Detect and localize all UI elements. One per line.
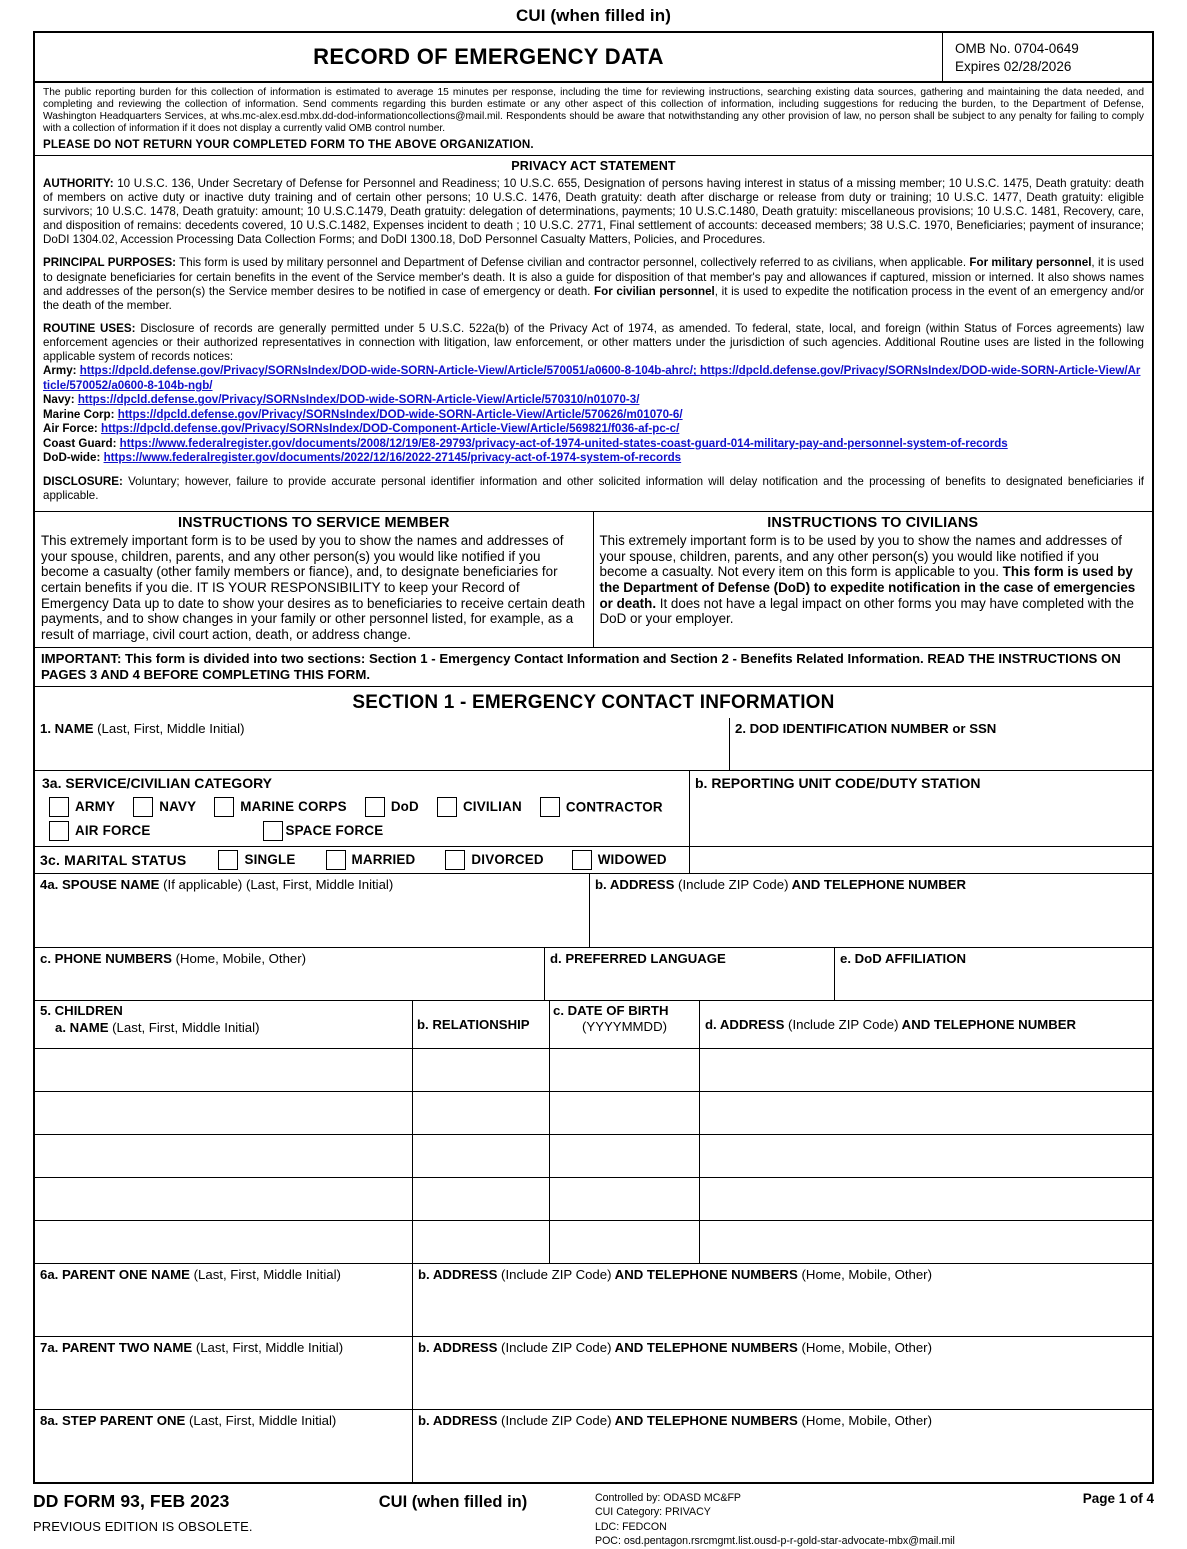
table-row[interactable] <box>35 1092 1152 1135</box>
label-widowed: WIDOWED <box>597 852 667 868</box>
label-dod: DoD <box>390 799 419 815</box>
field-parent-two-name-label <box>35 1337 412 1356</box>
field-phone-numbers-hint: (Home, Mobile, Other) <box>171 950 307 966</box>
disclosure-paragraph <box>43 475 1144 503</box>
sorn-air-force-branch: Air Force: <box>43 422 98 436</box>
parent-two-addr-hint: (Include ZIP Code) <box>497 1339 612 1355</box>
sorn-marine-corp-link[interactable]: https://dpcld.defense.gov/Privacy/SORNsIndex/DOD-wide-SORN-Article-View/Article/570626/m01070-6/ <box>117 407 683 421</box>
step-parent-addr-hint: (Include ZIP Code) <box>497 1412 612 1428</box>
label-civilian: CIVILIAN <box>462 799 522 815</box>
label-contractor: CONTRACTOR <box>565 799 663 815</box>
table-row[interactable] <box>35 1178 1152 1221</box>
field-step-parent-one-name-label-text: 8a. STEP PARENT ONE <box>40 1412 186 1428</box>
category-options-row-2 <box>35 821 689 846</box>
field-spouse-name-label <box>35 874 589 893</box>
footer-left <box>33 1491 333 1534</box>
field-name[interactable] <box>35 718 730 770</box>
sorn-air-force-link[interactable]: https://dpcld.defense.gov/Privacy/SORNsIndex/DOD-Component-Article-View/Article/569821/f036-af-pc-c/ <box>101 422 680 436</box>
routine-uses-text: Disclosure of records are generally permitted under 5 U.S.C. 522a(b) of the Privacy Act of 1974, as amended. To federal, state, local, and foreign (within Status of Forces agreements) law enforcement agencies or their authorized representatives in connection with litigation, law enforcement, or other matters under the jurisdiction of such agencies. Additional Routine uses are listed in the following applicable system of records notices: <box>43 321 1145 364</box>
sorn-marine-corp <box>43 408 1144 422</box>
label-navy: NAVY <box>159 799 197 815</box>
child-name-cell[interactable] <box>35 1135 413 1177</box>
field-dod-id-label: 2. DOD IDENTIFICATION NUMBER or SSN <box>735 721 997 737</box>
field-spouse-address-hint: (Include ZIP Code) <box>674 876 789 892</box>
field-5-label: 5. CHILDREN <box>40 1002 123 1018</box>
checkbox-marine-corps[interactable] <box>214 797 234 817</box>
row-service-category <box>35 771 1152 847</box>
field-step-parent-one-name-hint: (Last, First, Middle Initial) <box>185 1412 337 1428</box>
field-phone-numbers-label-text: c. PHONE NUMBERS <box>40 950 172 966</box>
field-parent-one-name-label <box>35 1264 412 1283</box>
field-parent-two-name-hint: (Last, First, Middle Initial) <box>192 1339 344 1355</box>
category-options-row-1 <box>35 792 689 821</box>
checkbox-dod[interactable] <box>365 797 385 817</box>
field-parent-one-name-hint: (Last, First, Middle Initial) <box>189 1266 341 1282</box>
sorn-dod-wide-branch: DoD-wide: <box>43 451 101 465</box>
checkbox-contractor[interactable] <box>540 797 560 817</box>
field-preferred-language-label: d. PREFERRED LANGUAGE <box>550 950 726 966</box>
child-relationship-cell[interactable] <box>413 1092 550 1134</box>
principal-purposes-paragraph <box>43 256 1144 313</box>
omb-expires: Expires 02/28/2026 <box>955 58 1072 74</box>
field-5a-hint: (Last, First, Middle Initial) <box>108 1019 260 1035</box>
checkbox-civilian[interactable] <box>437 797 457 817</box>
sorn-coast-guard-link[interactable]: https://www.federalregister.gov/documents/2008/12/19/E8-29793/privacy-act-of-1974-united-states-coast-guard-014-military-pay-and-personnel-system-of-records <box>119 436 1008 450</box>
principal-bold-military: For military personnel <box>969 256 1092 270</box>
sorn-dod-wide-link[interactable]: https://www.federalregister.gov/documents/2022/12/16/2022-27145/privacy-act-of-1974-system-of-records <box>103 451 682 465</box>
child-dob-cell[interactable] <box>550 1049 700 1091</box>
row-marital-status <box>35 847 1152 874</box>
checkbox-married[interactable] <box>326 850 346 870</box>
field-phone-numbers[interactable] <box>35 948 545 1000</box>
burden-text: The public reporting burden for this collection of information is estimated to average 15 minutes per response, including the time for reviewing instructions, searching existing data sources, gathering and maintaining the data needed, and completing and reviewing the collection of information. Send comments regarding this burden estimate or any other aspect of this collection of information, including suggestions for reducing the burden, to the Department of Defense, Washington Headquarters Services, at whs.mc-alex.esd.mbx.dd-dod-informationcollections@mail.mil. Respondents should be aware that notwithstanding any other provision of law, no person shall be subject to any penalty for failing to comply with a collection of information if it does not display a currently valid OMB control number. <box>43 86 1144 134</box>
field-5d-label2: AND TELEPHONE NUMBER <box>898 1016 1077 1032</box>
field-5c-hint: (YYYYMMDD) <box>582 1018 667 1034</box>
sorn-air-force <box>43 422 1144 436</box>
checkbox-army[interactable] <box>49 797 69 817</box>
sorn-army <box>43 364 1144 393</box>
children-dob-header <box>550 1001 700 1048</box>
page-number: Page 1 of 4 <box>1082 1490 1154 1506</box>
field-step-parent-one-name-label <box>35 1410 412 1429</box>
field-parent-one-name[interactable] <box>35 1264 413 1336</box>
label-air-force: AIR FORCE <box>75 823 151 839</box>
label-married: MARRIED <box>351 852 416 868</box>
parent-one-addr-hint2: (Home, Mobile, Other) <box>797 1266 932 1282</box>
field-spouse-name[interactable] <box>35 874 590 947</box>
parent-one-addr-label2: AND TELEPHONE NUMBERS <box>611 1266 798 1282</box>
instructions-service-member-body: This extremely important form is to be used by you to show the names and addresses of your spouse, children, parents, and any other person(s) you would like notified if you become a casualty (other family members or fiance), and, to designate beneficiaries for certain benefits if you die. IT IS YOUR RESPONSIBILITY to keep your Record of Emergency Data up to date to show your desires as to beneficiaries to receive certain death payments, and to show changes in your family or other personnel listed, for example, as a result of marriage, civil court action, death, or address change. <box>41 533 586 643</box>
step-parent-addr-label-text: b. ADDRESS <box>418 1412 498 1428</box>
omb-number: OMB No. 0704-0649 <box>955 41 1079 56</box>
field-5c-label: c. DATE OF BIRTH <box>553 1002 669 1018</box>
table-row[interactable] <box>35 1221 1152 1264</box>
ldc: LDC: FEDCON <box>595 1520 667 1533</box>
child-relationship-cell[interactable] <box>413 1178 550 1220</box>
privacy-act-body <box>35 175 1152 511</box>
child-relationship-cell[interactable] <box>413 1135 550 1177</box>
do-not-return-notice: PLEASE DO NOT RETURN YOUR COMPLETED FORM TO THE ABOVE ORGANIZATION. <box>43 138 534 152</box>
child-dob-cell[interactable] <box>550 1178 700 1220</box>
sorn-navy-link[interactable]: https://dpcld.defense.gov/Privacy/SORNsIndex/DOD-wide-SORN-Article-View/Article/570310/n01070-3/ <box>77 393 640 407</box>
label-divorced: DIVORCED <box>471 852 544 868</box>
field-parent-one-name-label-text: 6a. PARENT ONE NAME <box>40 1266 190 1282</box>
section-1-heading: SECTION 1 - EMERGENCY CONTACT INFORMATION <box>35 686 1152 718</box>
child-address-cell[interactable] <box>700 1221 1152 1263</box>
field-5d-label <box>700 1017 1076 1033</box>
table-row[interactable] <box>35 1135 1152 1178</box>
routine-uses-paragraph <box>43 322 1144 364</box>
field-parent-two-name[interactable] <box>35 1337 413 1409</box>
sorn-coast-guard <box>43 437 1144 451</box>
child-name-cell[interactable] <box>35 1092 413 1134</box>
controlled-by: Controlled by: ODASD MC&FP <box>595 1491 742 1504</box>
field-5d-label-text: d. ADDRESS <box>705 1016 785 1032</box>
sorn-navy-branch: Navy: <box>43 393 75 407</box>
form-number: DD FORM 93, FEB 2023 <box>33 1490 230 1511</box>
principal-purposes-label: PRINCIPAL PURPOSES: <box>43 256 177 270</box>
previous-edition-notice: PREVIOUS EDITION IS OBSOLETE. <box>33 1518 253 1534</box>
parent-two-addr-label2: AND TELEPHONE NUMBERS <box>611 1339 798 1355</box>
checkbox-divorced[interactable] <box>445 850 465 870</box>
field-parent-two-name-label-text: 7a. PARENT TWO NAME <box>40 1339 193 1355</box>
field-phone-numbers-label <box>35 948 544 967</box>
instructions-service-member <box>35 512 594 647</box>
row-phone-language-affiliation <box>35 948 1152 1001</box>
checkbox-navy[interactable] <box>133 797 153 817</box>
civilians-text-2: It does not have a legal impact on other forms you may have completed with the DoD or your employer. <box>599 595 1134 627</box>
field-parent-two-address-label <box>413 1337 1152 1356</box>
field-step-parent-one-address-label <box>413 1410 1152 1429</box>
label-army: ARMY <box>75 799 116 815</box>
important-notice: IMPORTANT: This form is divided into two sections: Section 1 - Emergency Contact Information and Section 2 - Benefits Related Information. READ THE INSTRUCTIONS ON PAGES 3 AND 4 BEFORE COMPLETING THIS FORM. <box>35 647 1152 687</box>
field-reporting-unit-label: b. REPORTING UNIT CODE/DUTY STATION <box>695 775 981 792</box>
step-parent-addr-hint2: (Home, Mobile, Other) <box>797 1412 932 1428</box>
table-row[interactable] <box>35 1049 1152 1092</box>
disclosure-label: DISCLOSURE: <box>43 474 123 488</box>
authority-paragraph <box>43 177 1144 248</box>
civilians-text-bold: This form is used by the Department of Defense (DoD) to expedite notification in the case of emergencies or death. <box>599 564 1136 611</box>
field-preferred-language[interactable] <box>545 948 835 1000</box>
step-parent-addr-label2: AND TELEPHONE NUMBERS <box>611 1412 798 1428</box>
checkbox-single[interactable] <box>218 850 238 870</box>
child-address-cell[interactable] <box>700 1135 1152 1177</box>
child-relationship-cell[interactable] <box>413 1221 550 1263</box>
field-spouse-address-label2: AND TELEPHONE NUMBER <box>788 876 967 892</box>
sorn-marine-corp-branch: Marine Corp: <box>43 407 115 421</box>
child-relationship-cell[interactable] <box>413 1049 550 1091</box>
principal-text-3: , it is used to expedite the notification process in the event of an emergency and/or the death of the member. <box>43 284 1145 312</box>
children-table-header <box>35 1001 1152 1049</box>
field-parent-one-address[interactable] <box>413 1264 1152 1336</box>
field-dod-id[interactable] <box>730 718 1152 770</box>
field-step-parent-one-address[interactable] <box>413 1410 1152 1482</box>
parent-one-addr-hint: (Include ZIP Code) <box>497 1266 612 1282</box>
label-marine-corps: MARINE CORPS <box>240 799 347 815</box>
field-3a-label: 3a. SERVICE/CIVILIAN CATEGORY <box>42 775 273 792</box>
principal-bold-civilian: For civilian personnel <box>594 284 715 298</box>
field-spouse-name-label-text: 4a. SPOUSE NAME <box>40 876 160 892</box>
field-5a-label-text: a. NAME <box>55 1019 109 1035</box>
checkbox-space-force[interactable] <box>263 821 283 841</box>
sorn-army-branch: Army: <box>43 364 77 378</box>
child-address-cell[interactable] <box>700 1092 1152 1134</box>
principal-text-2: , it is used to designate beneficiaries for certain benefits in the event of the Service member's death. It is also a guide for disposition of that member's pay and allowances if captured, mission or interned. It also shows names and addresses of the person(s) the Service member desires to be notified in case of emergency or death. <box>43 256 1144 298</box>
row-parent-two <box>35 1337 1152 1410</box>
instructions-civilians <box>594 512 1153 647</box>
privacy-act-heading: PRIVACY ACT STATEMENT <box>35 155 1152 175</box>
civilians-text-1: This extremely important form is to be used by you to show the names and addresses of your spouse, children, parents, and any other person(s) you would like notified if you become a casualty. Not every item on this form is applicable to you. <box>599 533 1122 580</box>
child-name-cell[interactable] <box>35 1221 413 1263</box>
children-name-header <box>35 1001 413 1048</box>
routine-uses-label: ROUTINE USES: <box>43 321 136 335</box>
title-row <box>35 33 1152 83</box>
field-3c-label: 3c. MARITAL STATUS <box>40 851 187 868</box>
disclosure-text: Voluntary; however, failure to provide accurate personal identifier information and other solicited information will delay notification and the processing of benefits to designated beneficiaries if applicable. <box>43 474 1144 502</box>
label-single: SINGLE <box>244 852 296 868</box>
authority-label: AUTHORITY: <box>43 176 114 190</box>
row-spouse <box>35 874 1152 948</box>
field-name-label <box>35 718 729 737</box>
service-category-block <box>35 771 690 846</box>
child-address-cell[interactable] <box>700 1049 1152 1091</box>
cui-top-banner: CUI (when filled in) <box>516 6 671 25</box>
label-space-force: SPACE FORCE <box>285 823 384 839</box>
instructions-civilians-heading: INSTRUCTIONS TO CIVILIANS <box>767 515 979 532</box>
omb-block <box>942 33 1152 81</box>
cui-bottom-banner: CUI (when filled in) <box>378 1492 528 1511</box>
sorn-army-link[interactable]: https://dpcld.defense.gov/Privacy/SORNsIndex/DOD-wide-SORN-Article-View/Article/570051/a0600-8-104b-ahrc/; https://dpcld.defense.gov/Privacy/SORNsIndex/DOD-wide-SORN-Article-View/Article/570052/a0600-8-104b-ngb/ <box>43 364 1141 392</box>
field-reporting-unit[interactable] <box>690 771 1152 846</box>
sorn-dod-wide <box>43 451 1144 465</box>
burden-statement <box>35 83 1152 155</box>
instructions-row <box>35 511 1152 647</box>
child-dob-cell[interactable] <box>550 1135 700 1177</box>
page-footer <box>33 1484 1154 1549</box>
field-5d-hint: (Include ZIP Code) <box>784 1016 899 1032</box>
field-spouse-address[interactable] <box>590 874 1152 947</box>
row-step-parent-one <box>35 1410 1152 1482</box>
marital-status-block <box>35 847 690 873</box>
instructions-service-member-heading: INSTRUCTIONS TO SERVICE MEMBER <box>177 515 450 532</box>
poc: POC: osd.pentagon.rsrcmgmt.list.ousd-p-r-gold-star-advocate-mbx@mail.mil <box>595 1535 955 1548</box>
authority-text: 10 U.S.C. 136, Under Secretary of Defense for Personnel and Readiness; 10 U.S.C. 655, Designation of persons having interest in status of a missing member; 10 U.S.C. 1475, Death gratuity: death of members on active duty or inactive duty training and of certain other persons; 10 U.S.C. 1476, Death gratuity: death after discharge or release from duty or training; 10 U.S.C. 1477, Death gratuity: eligible survivors; 10 U.S.C. 1478, Death gratuity: amount; 10 U.S.C.1479, Death gratuity: delegation of determinations, payments; 10 U.S.C.1480, Death gratuity: miscellaneous provisions; 10 U.S.C. 1481, Recovery, care, and disposition of remains: decedents covered, 10 U.S.C.1482, Expenses incident to death ; 10 U.S.C. 2771, Final settlement of accounts: deceased members; 38 U.S.C. 1970, Beneficiaries; payment of insurance; DoDI 1304.02, Accession Processing Data Collection Forms; and DoDI 1300.18, DoD Personnel Casualty Matters, Policies, and Procedures. <box>43 176 1144 247</box>
parent-two-addr-hint2: (Home, Mobile, Other) <box>797 1339 932 1355</box>
field-name-hint: (Last, First, Middle Initial) <box>93 721 245 737</box>
cui-control-block <box>573 1491 1154 1549</box>
child-dob-cell[interactable] <box>550 1221 700 1263</box>
row-name-dodid <box>35 718 1152 771</box>
form-body <box>33 31 1154 1484</box>
field-spouse-address-label-text: b. ADDRESS <box>595 876 675 892</box>
instructions-civilians-body <box>594 533 1153 627</box>
field-name-label-text: 1. NAME <box>40 721 94 737</box>
cui-category: CUI Category: PRIVACY <box>595 1506 711 1519</box>
field-5a-label <box>35 1019 412 1036</box>
row-parent-one <box>35 1264 1152 1337</box>
field-parent-two-address[interactable] <box>413 1337 1152 1409</box>
field-spouse-name-hint: (If applicable) (Last, First, Middle Initial) <box>159 876 394 892</box>
field-spouse-address-label <box>590 874 1152 893</box>
children-address-header <box>700 1001 1152 1048</box>
field-dod-affiliation[interactable] <box>835 948 1152 1000</box>
field-5b-label: b. RELATIONSHIP <box>417 1016 530 1032</box>
children-relationship-header <box>413 1001 550 1048</box>
sorn-coast-guard-branch: Coast Guard: <box>43 436 117 450</box>
child-name-cell[interactable] <box>35 1178 413 1220</box>
parent-two-addr-label-text: b. ADDRESS <box>418 1339 498 1355</box>
checkbox-air-force[interactable] <box>49 821 69 841</box>
field-parent-one-address-label <box>413 1264 1152 1283</box>
marital-status-spacer <box>690 847 1152 873</box>
field-step-parent-one-name[interactable] <box>35 1410 413 1482</box>
checkbox-widowed[interactable] <box>572 850 592 870</box>
child-dob-cell[interactable] <box>550 1092 700 1134</box>
child-address-cell[interactable] <box>700 1178 1152 1220</box>
sorn-navy <box>43 393 1144 407</box>
field-dod-affiliation-label: e. DoD AFFILIATION <box>840 950 967 966</box>
parent-one-addr-label-text: b. ADDRESS <box>418 1266 498 1282</box>
principal-text-1: This form is used by military personnel and Department of Defense civilian and contractor personnel, collectively referred to as civilians, when applicable. <box>176 256 970 270</box>
page-title: RECORD OF EMERGENCY DATA <box>313 44 664 69</box>
child-name-cell[interactable] <box>35 1049 413 1091</box>
